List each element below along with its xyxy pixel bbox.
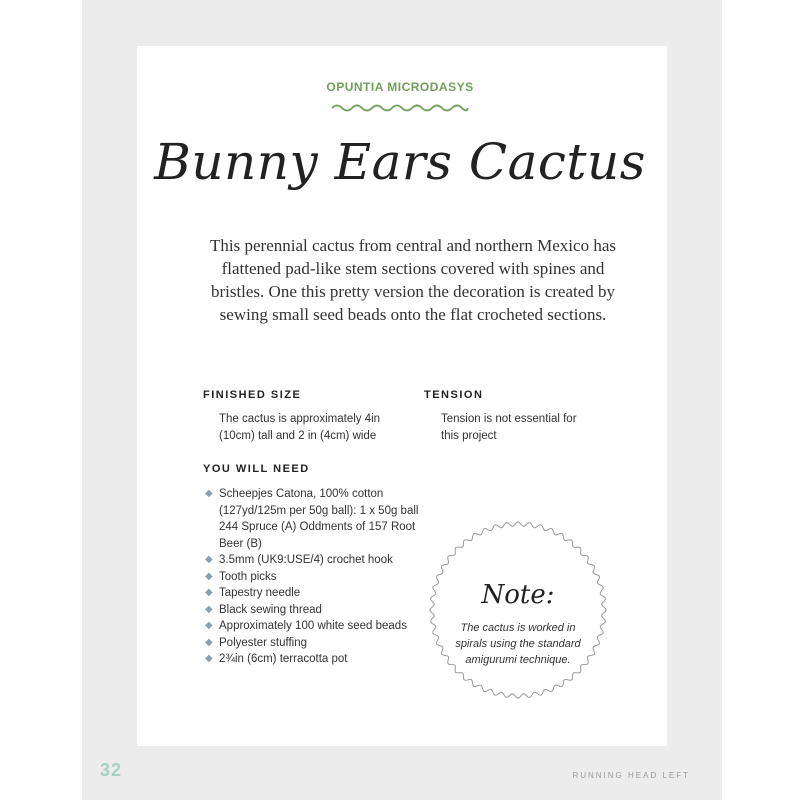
bullet-icon: ◆: [205, 653, 213, 664]
note-text: The cactus is worked in spirals using the standard amigurumi technique.: [455, 622, 581, 666]
bullet-icon: ◆: [205, 636, 213, 648]
list-item: [203, 635, 423, 652]
intro-paragraph: This perennial cactus from central and northern Mexico has flattened pad-like stem sections covered with spines and bristles. One this pretty version the decoration is created by sewing small seed beads onto the flat crocheted sections.: [210, 236, 616, 324]
supplies-list: [203, 486, 423, 668]
list-item-text: 2¾in (6cm) terracotta pot: [219, 653, 348, 665]
list-item-text: 3.5mm (UK9:USE/4) crochet hook: [219, 554, 393, 566]
tension-heading: TENSION: [424, 389, 484, 401]
finished-size-text: The cactus is approximately 4in (10cm) tall and 2 in (4cm) wide: [219, 413, 381, 442]
tension-text: Tension is not essential for this project: [441, 413, 577, 442]
bullet-icon: ◆: [205, 570, 213, 582]
page-number: 32: [100, 760, 123, 780]
list-item-text: Tapestry needle: [219, 587, 301, 599]
list-item: [203, 602, 423, 619]
list-item: [203, 552, 423, 569]
bullet-icon: ◆: [205, 603, 213, 615]
note-badge: [426, 518, 610, 702]
list-item: [203, 486, 423, 552]
list-item-text: Tooth picks: [219, 570, 277, 583]
list-item: [203, 651, 423, 668]
bullet-icon: ◆: [205, 587, 213, 598]
bullet-icon: ◆: [205, 620, 213, 631]
list-item-text: Black sewing thread: [219, 603, 322, 616]
bullet-icon: ◆: [205, 554, 213, 565]
list-item: [203, 585, 423, 602]
bullet-icon: ◆: [205, 488, 213, 499]
list-item-text: Approximately 100 white seed beads: [219, 620, 407, 632]
wave-divider: [330, 102, 470, 114]
list-item: [203, 569, 423, 586]
pattern-subtitle: OPUNTIA MICRODASYS: [326, 80, 474, 94]
list-item-text: Polyester stuffing: [219, 636, 308, 649]
note-title: Note:: [481, 580, 555, 610]
you-will-need-heading: YOU WILL NEED: [203, 463, 310, 475]
list-item: [203, 618, 423, 635]
finished-size-heading: FINISHED SIZE: [203, 389, 302, 401]
pattern-title: Bunny Ears Cactus: [154, 133, 646, 191]
list-item-text: Scheepjes Catona, 100% cotton (127yd/125m per 50g ball): 1 x 50g ball 244 Spruce (A) Oddments of 157 Root Beer (B): [219, 488, 419, 550]
running-head: RUNNING HEAD LEFT: [572, 771, 690, 780]
